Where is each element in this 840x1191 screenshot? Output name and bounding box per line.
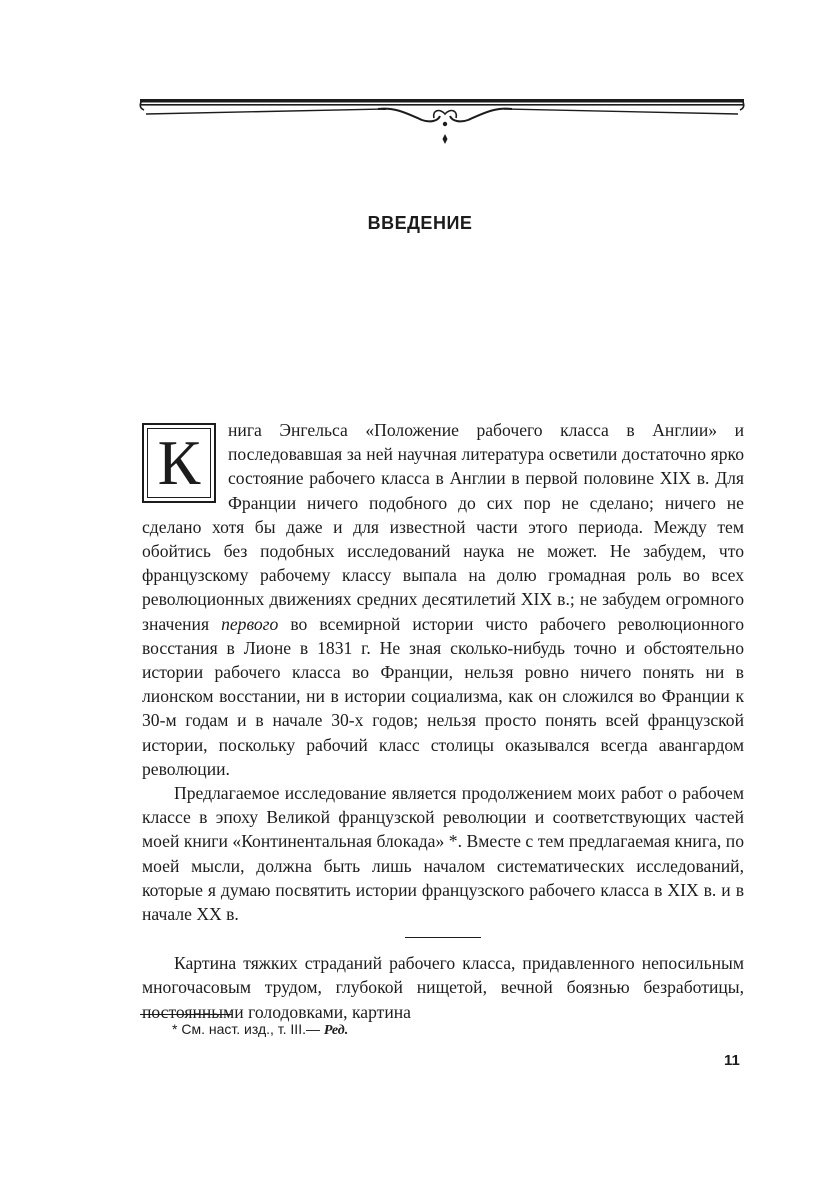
paragraph-1-text: нига Энгельса «Положение рабочего класса в Англии» и последовавшая за ней научная литература осветили достаточно ярко состояние рабочего класса в Англии в первой половине XIX в. Для Франции ничего подобного до сих пор не сделано; ничего не сделано хотя бы даже и для известной части этого периода. Между тем обойтись без подобных исследований наука не может. Не забудем, что французскому рабочему классу выпала на долю громадная роль во всех революционных движениях средних десятилетий XIX в.; не забудем огромного значения [142, 420, 744, 634]
footnote-text: * См. наст. изд., т. III.— [172, 1021, 324, 1037]
footnote-abbr: Ред. [323, 1023, 349, 1038]
page-title: ВВЕДЕНИЕ [367, 213, 473, 233]
section-separator [405, 937, 481, 938]
ornamental-header-icon [138, 88, 746, 160]
paragraph-3: Картина тяжких страданий рабочего класса, придавленного непосильным многочасовым трудом, глубокой нищетой, вечной боязнью безработицы, постоянными голодовками, картина [142, 953, 744, 1022]
paragraph-1-end: во всемирной истории чисто рабочего революционного восстания в Лионе в 1831 г. Не зная сколько-нибудь точно и обстоятельно истории рабочего класса во Франции, нельзя ровно ничего понять ни в лионском восстании, ни в истории социализма, как он сложился во Франции к 30-м годам и в начале 30-х годов; нельзя просто понять всей французской истории, поскольку рабочий класс столицы оказывался всегда авангардом революции. [142, 613, 745, 779]
footnote-rule [140, 1014, 232, 1015]
page-number: 11 [724, 1052, 740, 1069]
drop-cap-frame [142, 423, 216, 503]
footnote [172, 1021, 348, 1039]
emphasis-word: первого [221, 613, 279, 634]
paragraph-1 [142, 418, 744, 781]
paragraph-2: Предлагаемое исследование является продолжением моих работ о рабочем классе в эпоху Великой французской революции и соответствующих частей моей книги «Континентальная блокада» *. Вместе с тем предлагаемая книга, по моей мысли, должна быть лишь началом систематических исследований, которые я думаю посвятить истории французского рабочего класса в XIX в. и в начале XX в. [142, 783, 744, 925]
drop-cap-letter: К [147, 428, 211, 498]
body-text [142, 418, 744, 1024]
